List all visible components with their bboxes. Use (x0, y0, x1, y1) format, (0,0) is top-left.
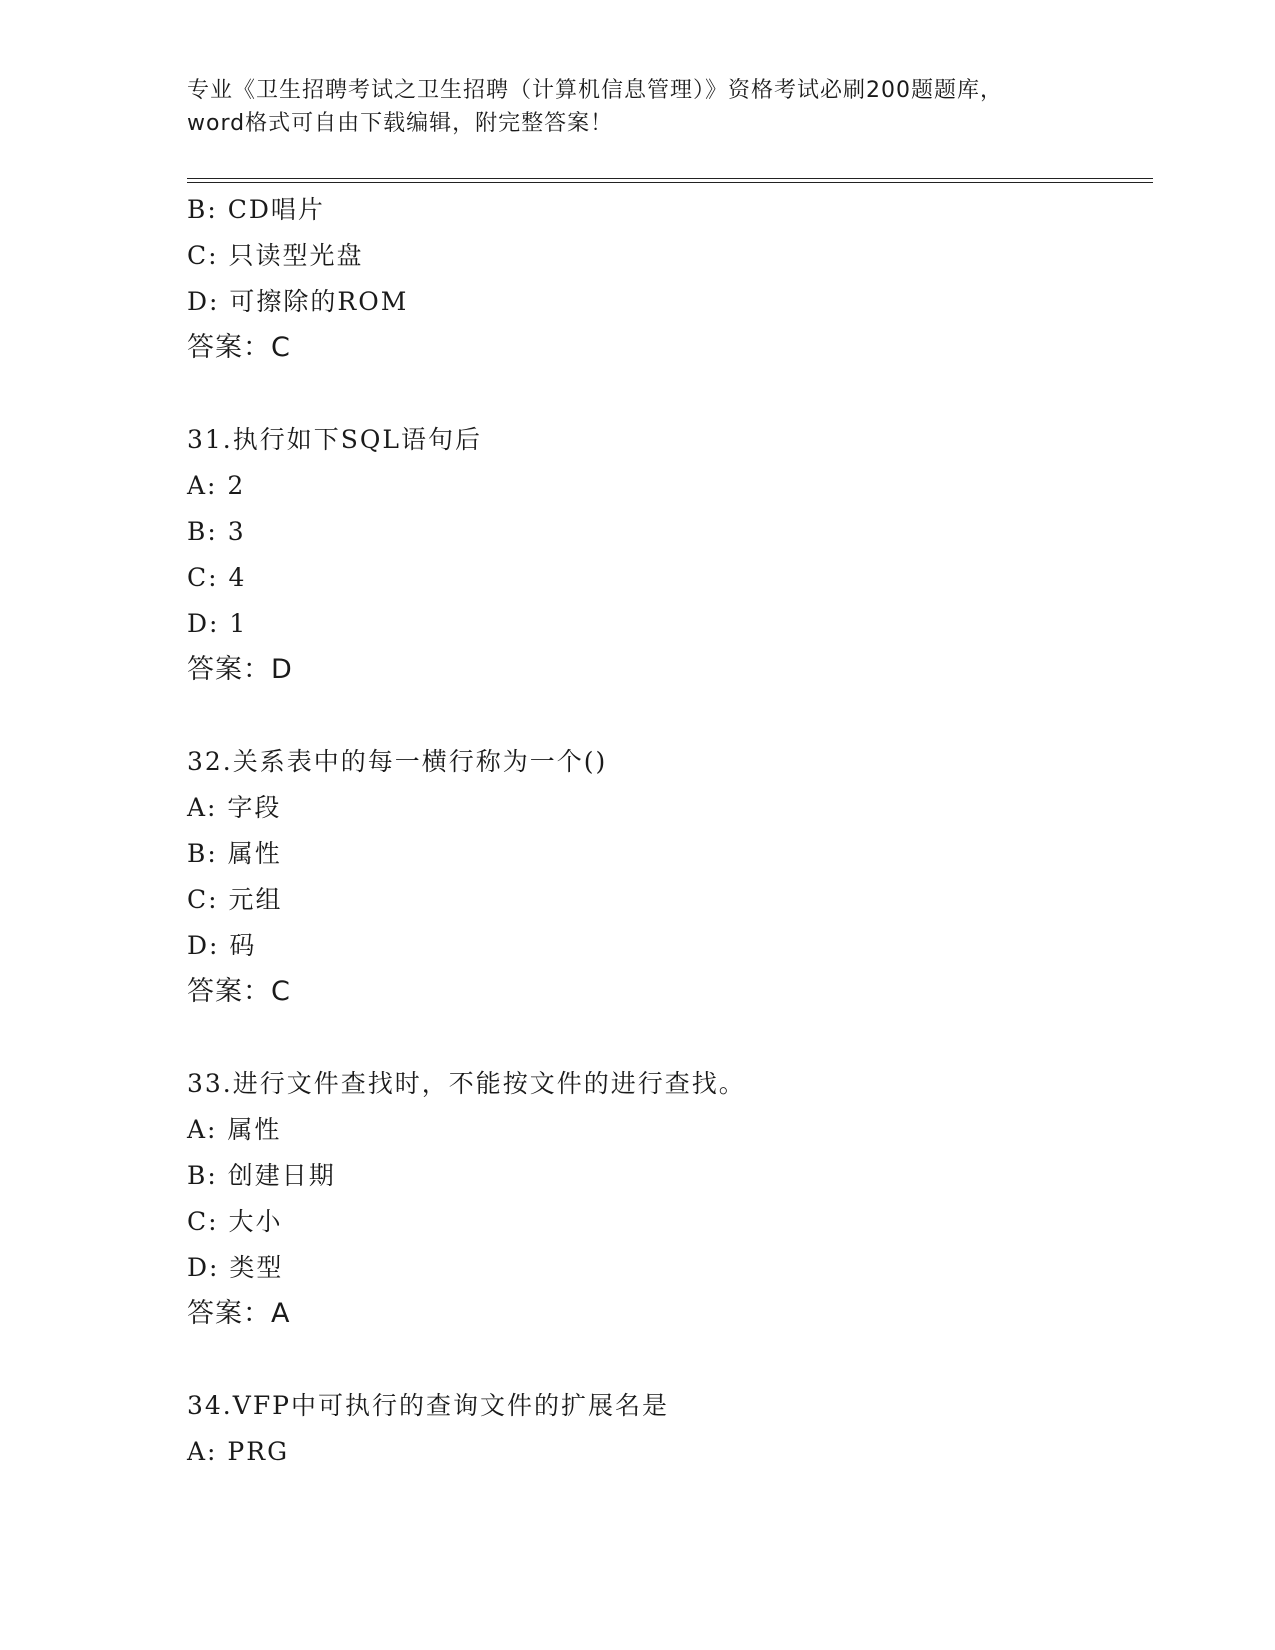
answer-text: 答案：C (187, 976, 291, 1007)
option-b: B: 创建日期 (187, 1161, 336, 1190)
document-header (187, 74, 1087, 140)
header-line-1: 专业《卫生招聘考试之卫生招聘（计算机信息管理）》资格考试必刷200题题库， (187, 78, 1003, 103)
question-31 (187, 417, 1147, 693)
question-stem: 32.关系表中的每一横行称为一个() (187, 747, 608, 776)
question-stem: 34.VFP中可执行的查询文件的扩展名是 (187, 1391, 669, 1420)
option-a: A: 2 (187, 471, 246, 500)
spacer (187, 1015, 1147, 1061)
option-a: A: 字段 (187, 793, 282, 822)
option-b: B: CD唱片 (187, 195, 325, 224)
question-stem: 31.执行如下SQL语句后 (187, 425, 482, 454)
option-d: D: 1 (187, 609, 248, 638)
header-divider-bottom (187, 182, 1153, 183)
option-b: B: 3 (187, 517, 246, 546)
option-c: C: 大小 (187, 1207, 283, 1236)
header-line-2: word格式可自由下载编辑，附完整答案！ (187, 111, 614, 136)
spacer (187, 693, 1147, 739)
answer-text: 答案：C (187, 332, 291, 363)
option-a: A: PRG (187, 1437, 290, 1466)
question-list (187, 187, 1147, 1475)
option-a: A: 属性 (187, 1115, 282, 1144)
option-c: C: 4 (187, 563, 247, 592)
question-30-continued (187, 187, 1147, 371)
header-divider-top (187, 178, 1153, 179)
spacer (187, 1337, 1147, 1383)
option-d: D: 可擦除的ROM (187, 287, 409, 316)
question-33 (187, 1061, 1147, 1337)
option-d: D: 码 (187, 931, 257, 960)
question-34 (187, 1383, 1147, 1475)
spacer (187, 371, 1147, 417)
answer-text: 答案：A (187, 1298, 291, 1329)
question-stem: 33.进行文件查找时，不能按文件的进行查找。 (187, 1069, 746, 1098)
option-b: B: 属性 (187, 839, 282, 868)
option-c: C: 元组 (187, 885, 283, 914)
answer-text: 答案：D (187, 654, 293, 685)
question-32 (187, 739, 1147, 1015)
option-d: D: 类型 (187, 1253, 284, 1282)
option-c: C: 只读型光盘 (187, 241, 364, 270)
